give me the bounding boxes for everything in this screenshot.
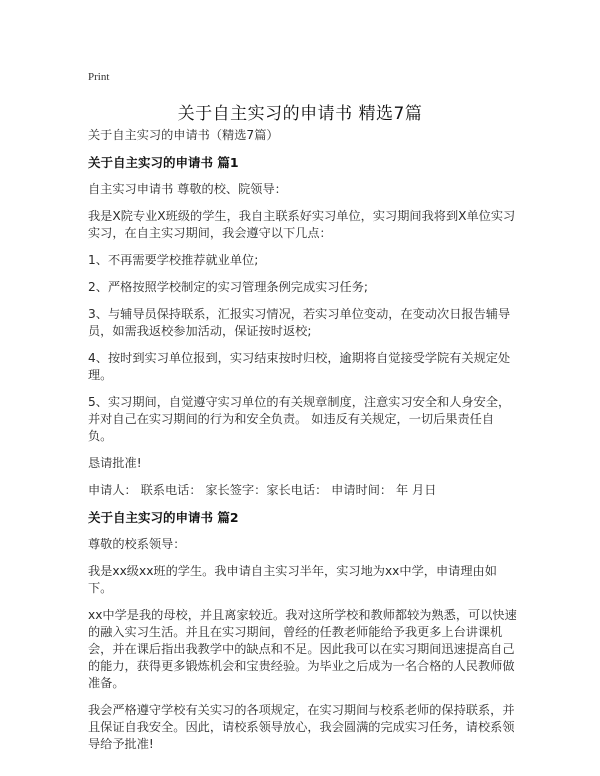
paragraph: 恳请批准! [88,456,142,470]
paragraph: 自主实习申请书 尊敬的校、院领导： [88,182,287,196]
print-label: Print [88,71,110,83]
list-item: 2、严格按照学校制定的实习管理条例完成实习任务; [88,280,368,294]
paragraph: xx中学是我的母校，并且离家较近。我对这所学校和教师都较为熟悉，可以快速的融入实习生活。并且在实习期间，曾经的任教老师能给予我更多上台讲课机会，并在课后指出我教学中的缺点和不足。因此我可以在实习期间迅速提高自己的能力，获得更多锻炼机会和宝贵经验。为毕业之后成为一名合格的人民教师做准备。 [88,608,517,690]
list-item: 3、与辅导员保持联系，汇报实习情况，若实习单位变动，在变动次日报告辅导员，如需我返校参加活动，保证按时返校; [88,307,511,338]
paragraph: 尊敬的校系领导： [88,537,186,551]
document-subtitle: 关于自主实习的申请书（精选7篇） [88,128,279,142]
list-item: 4、按时到实习单位报到，实习结束按时归校，逾期将自觉接受学院有关规定处理。 [88,351,511,382]
paragraph: 我是X院专业X班级的学生，我自主联系好实习单位，实习期间我将到X单位实习实习，在自主实习期间，我会遵守以下几点： [88,209,516,240]
document-title: 关于自主实习的申请书 精选7篇 [177,104,423,124]
paragraph: 我是xx级xx班的学生。我申请自主实习半年，实习地为xx中学，申请理由如下。 [88,564,497,595]
list-item: 5、实习期间，自觉遵守实习单位的有关规章制度，注意实习安全和人身安全，并对自己在实习期间的行为和安全负责。 如违反有关规定，一切后果责任自负。 [88,395,511,443]
paragraph: 我会严格遵守学校有关实习的各项规定，在实习期间与校系老师的保持联系，并且保证自我安全。因此，请校系领导放心，我会圆满的完成实习任务，请校系领导给予批准! [88,703,515,751]
section-heading-1: 关于自主实习的申请书 篇1 [88,155,239,170]
list-item: 1、不再需要学校推荐就业单位; [88,253,259,267]
section-heading-2: 关于自主实习的申请书 篇2 [88,510,239,525]
signature-line: 申请人： 联系电话： 家长签字：家长电话： 申请时间： 年 月日 [88,483,437,497]
document-body [88,127,518,763]
